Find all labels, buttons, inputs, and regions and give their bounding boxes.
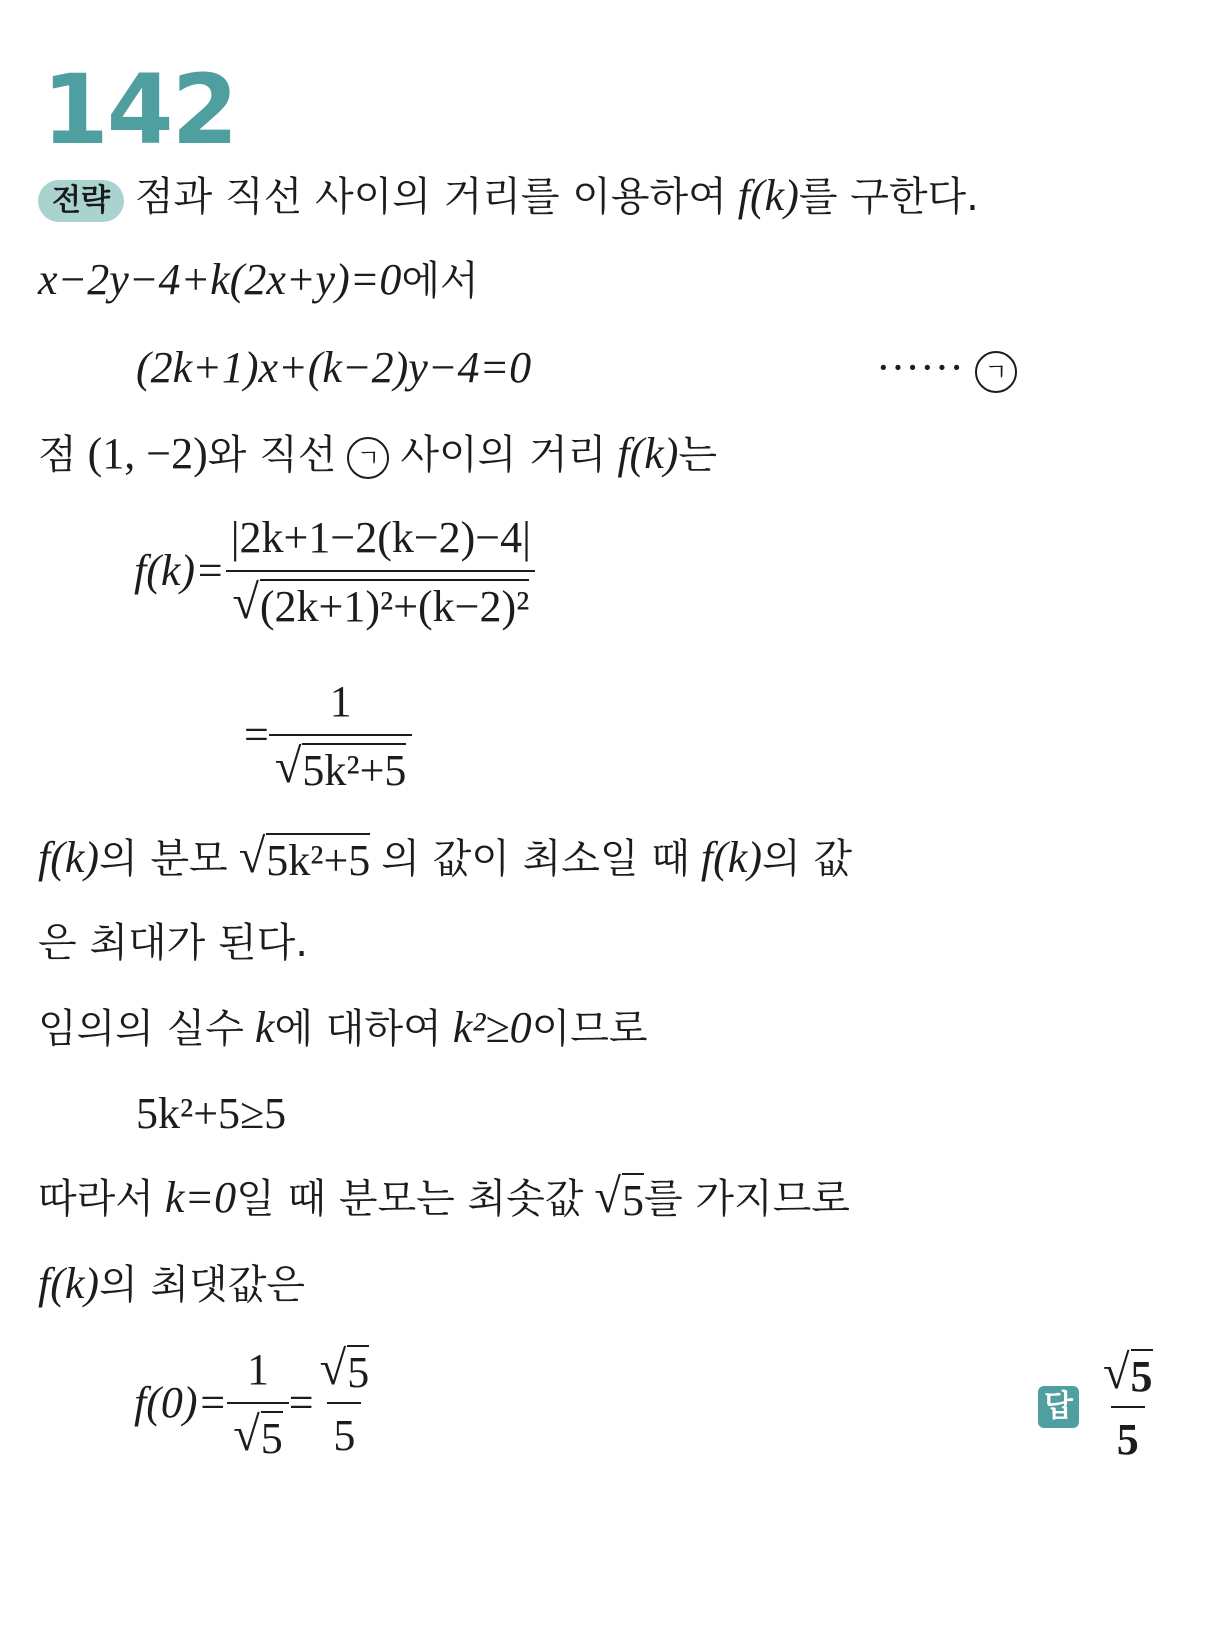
equation-2-label [876,338,1017,398]
ellipsis: ······ [876,343,964,392]
formula1-fraction: |2k+1−2(k−2)−4| √ (2k+1)²+(k−2)² [225,508,537,634]
line4-sqrt: 5k²+5 [266,833,370,885]
strategy-text-after: 를 구한다. [798,174,979,220]
line9-func: f(k) [38,1259,100,1308]
formula1-denominator: (2k+1)²+(k−2)² [260,579,529,631]
formula2-denominator: 5k²+5 [302,743,406,795]
real-number-line [38,998,648,1059]
formula3-den2: 5 [327,1402,361,1466]
line8-math: k=0 [164,1173,237,1222]
line8-text2: 일 때 분모는 최솟값 [236,1176,584,1222]
line4-func2: f(k) [700,833,762,882]
line8-text3: 를 가지므로 [643,1176,850,1222]
line6-text3: 이므로 [531,1006,648,1052]
formula3-eq: = [288,1378,314,1427]
line4-text2: 의 값이 최소일 때 [381,836,690,882]
strategy-func: f(k) [737,171,799,220]
formula1-lhs: f(k)= [134,546,225,595]
point-coords: (1, −2) [87,429,208,478]
strategy-badge: 전략 [38,180,124,222]
distance-mid: 와 직선 [207,432,337,478]
strategy-text: 점과 직선 사이의 거리를 이용하여 [134,174,727,220]
formula2-numerator: 1 [329,677,352,726]
line8-sqrt: 5 [622,1173,644,1225]
equation-line-2 [136,338,531,398]
max-value-line [38,1254,305,1315]
distance-formula [134,508,537,634]
formula1-numerator: |2k+1−2(k−2)−4| [230,513,531,562]
formula3-num2: 5 [347,1345,369,1397]
line6-math: k²≥0 [452,1003,532,1052]
formula2-fraction: 1 √ 5k²+5 [269,672,413,798]
distance-line [38,424,717,485]
equation-2: (2k+1)x+(k−2)y−4=0 [136,343,532,392]
equation-1: x−2y−4+k(2x+y)=0 [38,255,402,304]
line6-text2: 에 대하여 [274,1006,442,1052]
inequality-line [136,1084,286,1144]
answer: 답 √ 5 5 [1038,1344,1159,1470]
formula3-lhs: f(0)= [134,1378,228,1427]
line7-math: 5k²+5≥5 [136,1089,287,1138]
formula2-eq: = [244,710,269,759]
line5-text: 은 최대가 된다. [38,920,308,966]
equation-line-1 [38,250,479,311]
distance-func: f(k) [617,429,679,478]
max-line [38,912,308,973]
answer-denominator: 5 [1111,1406,1145,1470]
line4-text1: 의 분모 [99,836,228,882]
line9-text: 의 최댓값은 [99,1262,305,1308]
circled-mark-ref: ㄱ [347,437,389,479]
line8-text1: 따라서 [38,1176,154,1222]
formula3-num1: 1 [247,1345,270,1394]
line4-text3: 의 값 [761,836,852,882]
distance-suffix: 는 [678,432,718,478]
strategy-line [38,166,979,227]
problem-number: 142 [42,54,237,166]
distance-mid2: 사이의 거리 [400,432,607,478]
distance-prefix: 점 [38,432,77,478]
formula3-den1: 5 [261,1411,283,1463]
final-formula: f(0)= 1 √ 5 = √ 5 5 [134,1340,375,1466]
answer-badge: 답 [1038,1386,1079,1428]
simplified-formula [244,672,412,798]
denominator-line: f(k)의 분모 √ 5k²+5 의 값이 최소일 때 f(k)의 값 [38,830,852,885]
answer-numerator: 5 [1131,1349,1153,1401]
line6-text1: 임의의 실수 [38,1006,244,1052]
minimum-line: 따라서 k=0일 때 분모는 최솟값 √ 5 를 가지므로 [38,1170,850,1225]
equation-1-suffix: 에서 [401,258,479,304]
circled-mark: ㄱ [975,351,1017,393]
line6-var: k [254,1003,275,1052]
line4-func: f(k) [38,833,100,882]
